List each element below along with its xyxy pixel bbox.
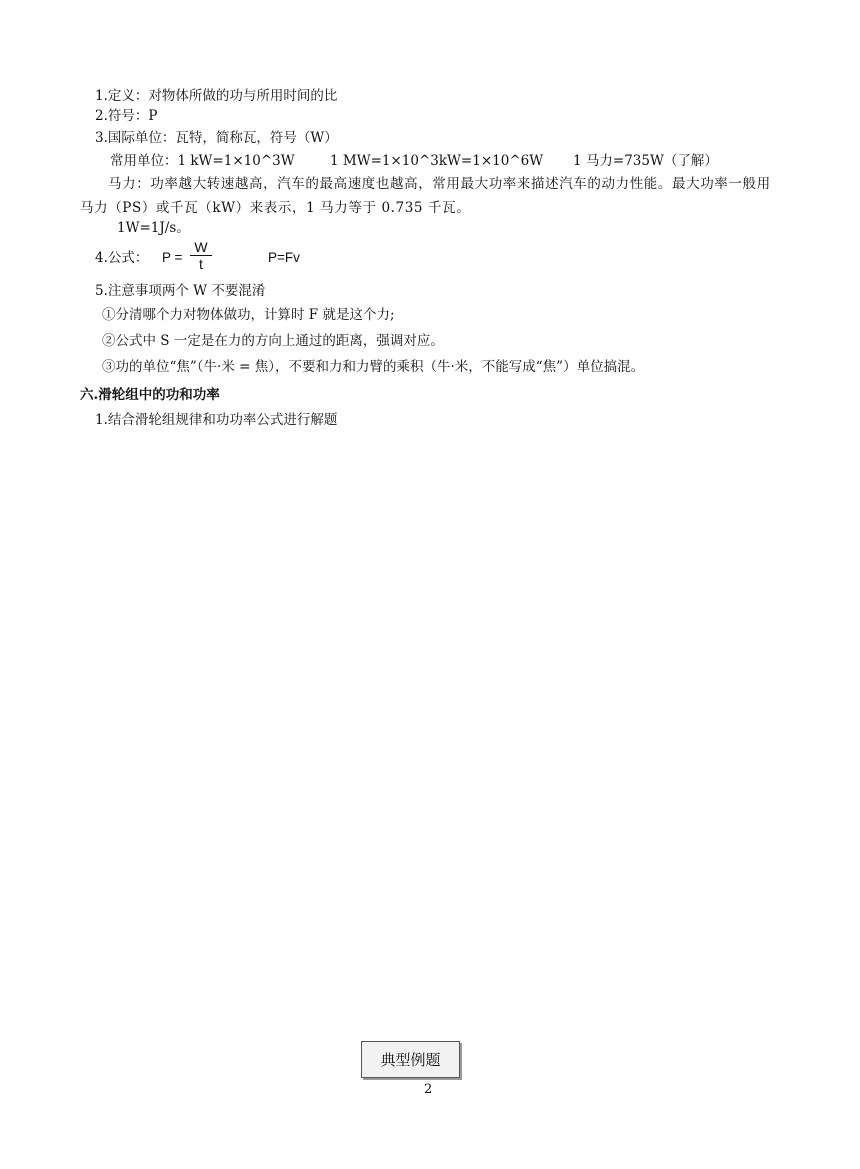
notes-title: 5.注意事项两个 W 不要混淆	[95, 283, 266, 299]
definition-line: 1.定义：对物体所做的功与所用时间的比	[95, 88, 338, 104]
fraction-denominator: t	[199, 256, 203, 272]
formula-lhs: P =	[162, 250, 183, 265]
note-item-3: ③功的单位“焦”（牛·米 = 焦），不要和力和力臂的乘积（牛·米，不能写成“焦”）单位搞混。	[102, 359, 645, 375]
horsepower-paragraph: 马力：功率越大转速越高，汽车的最高速度也越高，常用最大功率来描述汽车的动力性能。最大功率一般用马力（PS）或千瓦（kW）来表示，1 马力等于 0.735 千瓦。	[80, 176, 771, 216]
common-unit-horsepower: 1 马力=735W（了解）	[573, 153, 718, 169]
watt-definition-line: 1W=1J/s。	[117, 220, 190, 236]
fraction-numerator: W	[194, 239, 208, 255]
section-six-item-1: 1.结合滑轮组规律和功功率公式进行解题	[95, 412, 338, 428]
power-fraction	[190, 240, 212, 271]
note-item-2: ②公式中 S 一定是在力的方向上通过的距离，强调对应。	[102, 333, 444, 349]
common-unit-kw: 常用单位：1 kW=1×10^3W	[110, 153, 295, 169]
section-six-heading: 六.滑轮组中的功和功率	[80, 387, 220, 403]
note-item-1: ①分清哪个力对物体做功，计算时 F 就是这个力;	[102, 307, 395, 323]
page-number: 2	[424, 1082, 433, 1097]
common-unit-mw: 1 MW=1×10^3kW=1×10^6W	[330, 153, 544, 169]
formula-label: 4.公式：	[95, 250, 149, 266]
formula-pfv: P=Fv	[268, 250, 300, 265]
typical-examples-box: 典型例题	[361, 1041, 460, 1078]
intl-unit-line: 3.国际单位：瓦特，简称瓦，符号（W）	[95, 130, 338, 146]
symbol-line: 2.符号：P	[95, 108, 158, 124]
